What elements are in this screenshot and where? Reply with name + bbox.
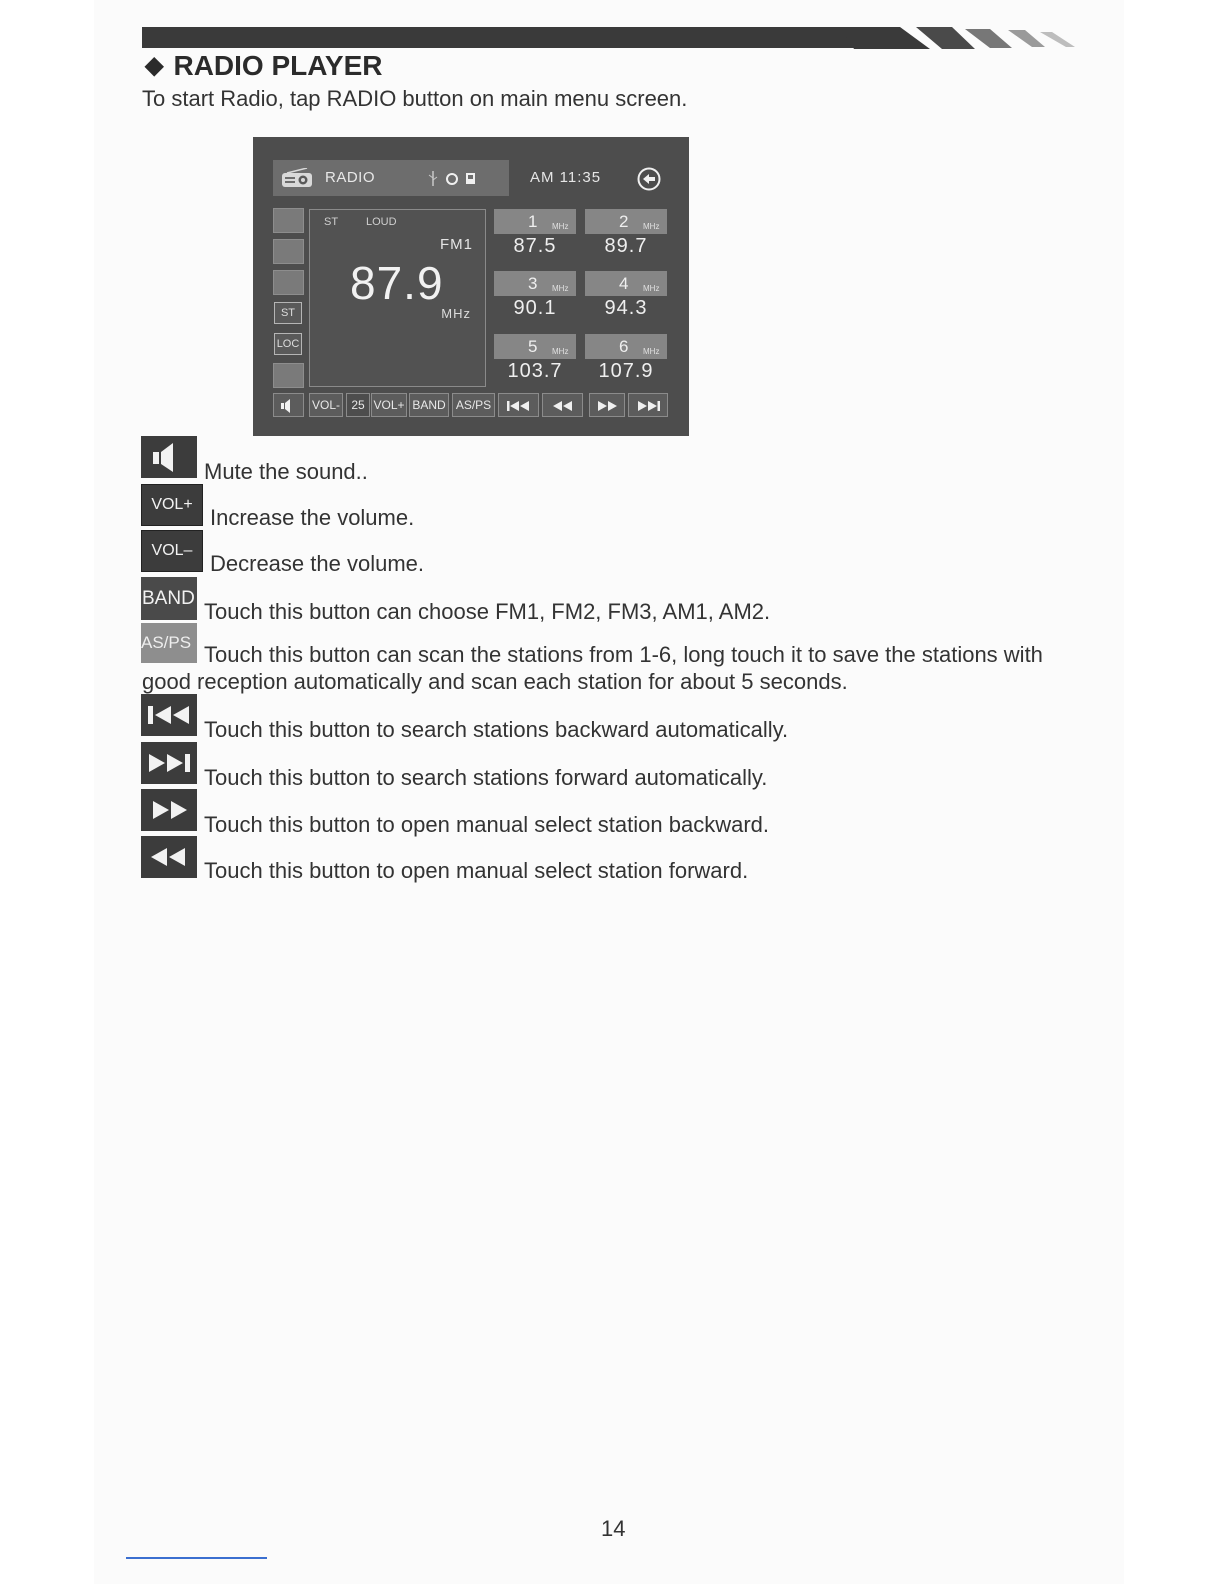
radio-screen (253, 137, 689, 436)
band-button[interactable]: BAND (409, 393, 449, 417)
vol-up-button[interactable]: VOL+ (371, 393, 407, 417)
side-button-3[interactable] (273, 270, 304, 295)
footer-rule (126, 1557, 267, 1559)
asps-description-line1: Touch this button can scan the stations from 1-6, long touch it to save the stations with (204, 642, 1043, 667)
vol-down-label: VOL– (151, 542, 193, 559)
clock: AM 11:35 (530, 169, 602, 186)
section-title-text: RADIO PLAYER (173, 50, 383, 81)
preset-1[interactable] (494, 209, 576, 264)
preset-unit: MHz (552, 347, 569, 356)
preset-unit: MHz (643, 284, 660, 293)
next-track-icon (141, 742, 197, 784)
header-bar (142, 27, 854, 48)
preset-number: 6 (619, 337, 629, 356)
seek-fwd-description: Touch this button to search stations forward automatically. (204, 765, 768, 790)
st-button[interactable]: ST (274, 302, 302, 324)
asps-button[interactable]: AS/PS (452, 393, 495, 417)
header-bar-stripes (840, 27, 1085, 49)
preset-frequency: 94.3 (604, 297, 648, 319)
vol-down-description: Decrease the volume. (210, 551, 424, 576)
rewind-icon (141, 836, 197, 878)
mute-legend-icon (141, 436, 197, 478)
band-legend-icon (141, 577, 197, 620)
preset-3[interactable] (494, 271, 576, 326)
preset-6[interactable] (585, 334, 667, 389)
manual-fwd-legend-icon (141, 836, 197, 878)
disc-icon (447, 174, 457, 184)
rewind-button[interactable] (542, 393, 583, 417)
preset-number: 5 (528, 337, 538, 356)
loc-button[interactable]: LOC (274, 333, 302, 355)
back-arrow-icon[interactable] (636, 166, 662, 192)
radio-icon (281, 168, 313, 188)
band-description: Touch this button can choose FM1, FM2, FM3, AM1, AM2. (204, 599, 771, 624)
band-indicator: FM1 (440, 236, 473, 253)
prev-track-icon (141, 694, 197, 736)
diamond-bullet-icon: ◆ (145, 52, 164, 79)
intro-text: To start Radio, tap RADIO button on main menu screen. (142, 86, 688, 111)
preset-frequency: 103.7 (507, 360, 563, 382)
preset-number: 4 (619, 274, 629, 293)
page-number: 14 (601, 1516, 626, 1541)
vol-up-legend-icon (141, 484, 203, 526)
preset-unit: MHz (552, 222, 569, 231)
rewind-icon (552, 400, 574, 412)
side-button-1[interactable] (273, 208, 304, 233)
seek-back-description: Touch this button to search stations backward automatically. (204, 717, 789, 742)
prev-track-icon (506, 400, 532, 412)
vol-up-description: Increase the volume. (210, 505, 415, 530)
side-button-2[interactable] (273, 239, 304, 264)
next-track-icon (635, 400, 661, 412)
band-label: BAND (142, 588, 195, 609)
side-button-6[interactable] (273, 363, 304, 388)
preset-4[interactable] (585, 271, 667, 326)
preset-number: 2 (619, 212, 629, 231)
section-title (145, 50, 382, 82)
preset-number: 3 (528, 274, 538, 293)
vol-down-legend-icon (141, 530, 203, 572)
vol-down-button[interactable]: VOL- (309, 393, 343, 417)
preset-frequency: 87.5 (513, 235, 557, 257)
preset-frequency: 89.7 (604, 235, 648, 257)
manual-back-legend-icon (141, 789, 197, 831)
sd-card-icon (466, 173, 475, 184)
preset-5[interactable] (494, 334, 576, 389)
preset-unit: MHz (552, 284, 569, 293)
volume-level: 25 (346, 393, 370, 417)
mute-icon (281, 399, 297, 413)
manual-back-description: Touch this button to open manual select station backward. (204, 812, 770, 837)
manual-fwd-description: Touch this button to open manual select station forward. (204, 858, 749, 883)
stereo-indicator: ST (324, 216, 339, 228)
asps-description-line2: good reception automatically and scan each station for about 5 seconds. (142, 669, 848, 694)
mute-icon (141, 436, 197, 478)
frequency-display (309, 209, 486, 387)
loud-indicator: LOUD (366, 216, 397, 228)
mute-description: Mute the sound.. (204, 459, 368, 484)
asps-legend-icon (141, 623, 197, 663)
asps-label: AS/PS (141, 633, 192, 652)
preset-unit: MHz (643, 222, 660, 231)
mute-button[interactable] (273, 393, 304, 417)
fast-forward-icon (141, 789, 197, 831)
preset-2[interactable] (585, 209, 667, 264)
vol-up-label: VOL+ (151, 496, 193, 513)
status-icons (425, 168, 485, 188)
preset-frequency: 107.9 (598, 360, 654, 382)
fast-forward-icon (596, 400, 618, 412)
seek-forward-button[interactable] (628, 393, 668, 417)
seek-back-legend-icon (141, 694, 197, 736)
preset-number: 1 (528, 212, 538, 231)
seek-fwd-legend-icon (141, 742, 197, 784)
fast-forward-button[interactable] (589, 393, 625, 417)
current-frequency: 87.9 (350, 257, 444, 309)
seek-back-button[interactable] (498, 393, 539, 417)
preset-unit: MHz (643, 347, 660, 356)
preset-frequency: 90.1 (513, 297, 557, 319)
frequency-unit: MHz (441, 306, 471, 321)
app-label: RADIO (325, 169, 376, 186)
usb-icon (429, 171, 437, 186)
app-title-bar[interactable] (273, 160, 509, 196)
